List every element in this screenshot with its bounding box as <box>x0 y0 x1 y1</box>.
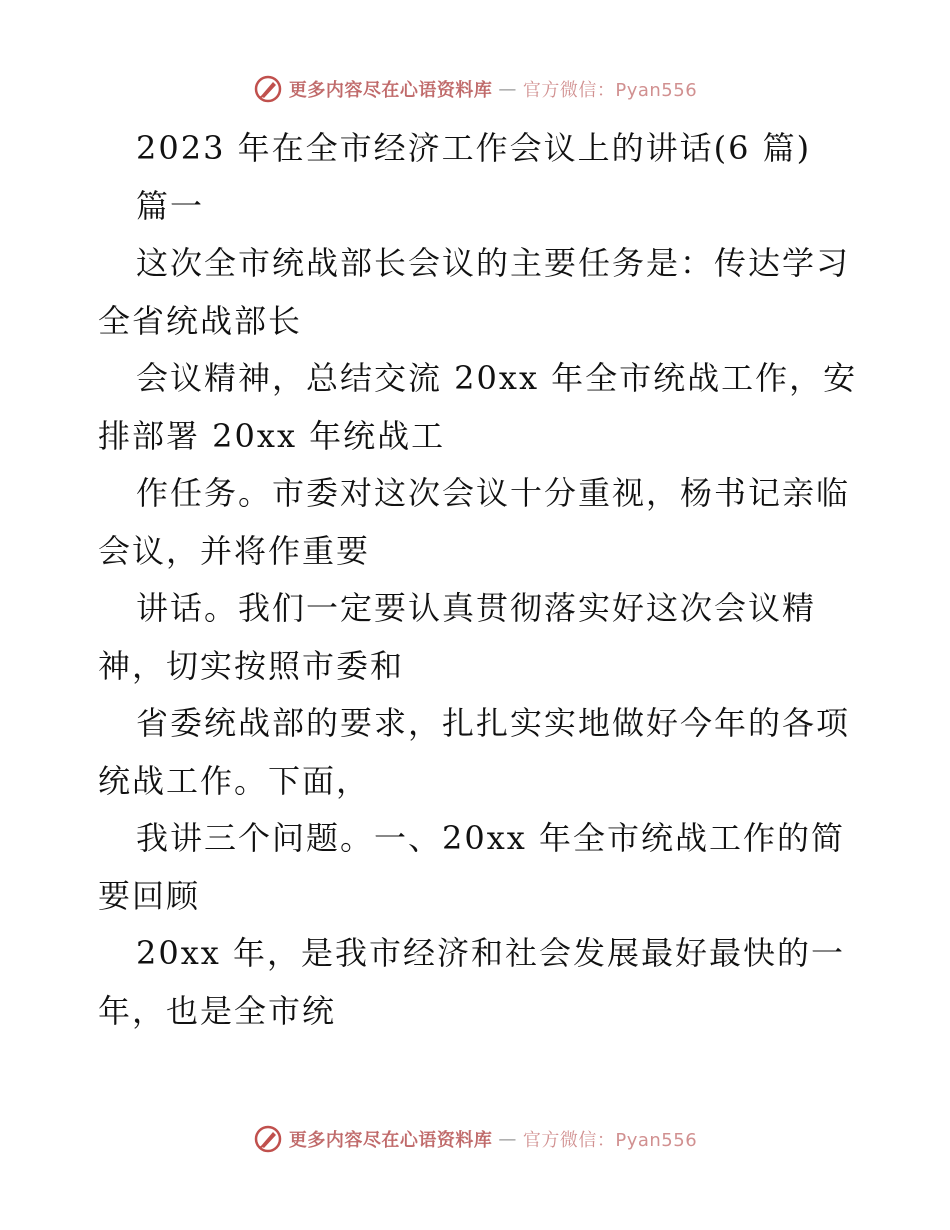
text-line: 20xx 年，是我市经济和社会发展最好最快的一 <box>136 934 845 972</box>
quill-seal-icon <box>253 74 283 104</box>
text-line: 神，切实按照市委和 <box>98 646 405 685</box>
section-heading: 篇一 <box>136 186 205 225</box>
text-line: 会议精神，总结交流 20xx 年全市统战工作，安 <box>136 359 858 397</box>
watermark-wechat: 官方微信：Pyan556 <box>522 80 698 101</box>
text-line: 我讲三个问题。一、20xx 年全市统战工作的简 <box>136 819 845 857</box>
document-body <box>98 120 858 1040</box>
watermark-brand: 更多内容尽在心语资料库 <box>288 80 493 101</box>
watermark-brand: 更多内容尽在心语资料库 <box>288 1130 493 1151</box>
text-line: 年，也是全市统 <box>98 991 337 1030</box>
watermark-separator: — <box>498 78 517 100</box>
text-line: 全省统战部长 <box>98 301 303 340</box>
header-watermark <box>0 74 950 104</box>
text-line: 统战工作。下面， <box>98 761 371 800</box>
text-line: 要回顾 <box>98 876 201 915</box>
text-line: 讲话。我们一定要认真贯彻落实好这次会议精 <box>136 589 817 627</box>
text-line: 会议，并将作重要 <box>98 531 371 570</box>
text-line: 排部署 20xx 年统战工 <box>98 416 446 455</box>
document-title: 2023 年在全市经济工作会议上的讲话(6 篇) <box>136 129 812 167</box>
quill-seal-icon <box>253 1124 283 1154</box>
watermark-wechat: 官方微信：Pyan556 <box>522 1130 698 1151</box>
text-line: 省委统战部的要求，扎扎实实地做好今年的各项 <box>136 704 851 742</box>
footer-watermark <box>0 1124 950 1154</box>
text-line: 作任务。市委对这次会议十分重视，杨书记亲临 <box>136 474 851 512</box>
watermark-separator: — <box>498 1128 517 1150</box>
text-line: 这次全市统战部长会议的主要任务是：传达学习 <box>136 244 851 282</box>
